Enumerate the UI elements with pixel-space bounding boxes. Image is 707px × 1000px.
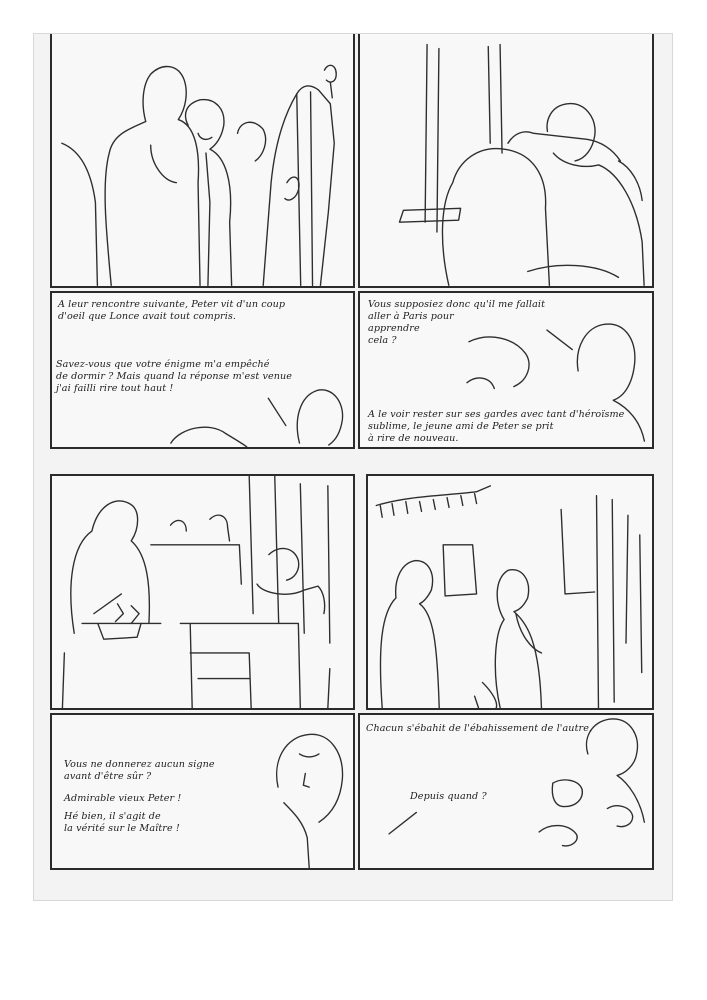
sketch-interior-table — [52, 476, 353, 708]
sketch-window-scene — [360, 34, 652, 286]
panel-8-text — [358, 713, 654, 870]
panel-7-drawing — [366, 474, 654, 710]
panel-1-drawing — [50, 34, 355, 288]
speech-text: Depuis quand ? — [410, 791, 487, 802]
sketch-balcony-figures — [368, 476, 652, 708]
comic-page — [34, 34, 672, 900]
panel-2-text — [50, 291, 355, 449]
speech-text-reveal: Hé bien, il s'agit de la vérité sur le Maître ! — [64, 811, 180, 834]
panel-6-text — [50, 713, 355, 870]
narration-caption: A le voir rester sur ses gardes avec tant d'héroïsme sublime, le jeune ami de Peter se prit à rire de nouveau. — [368, 409, 625, 444]
narration-caption: Chacun s'ébahit de l'ébahissement de l'autre. — [366, 723, 593, 734]
panel-4-text — [358, 291, 654, 449]
sketch-surprised-figures — [360, 715, 652, 868]
sketch-figures-doorway — [52, 34, 353, 286]
speech-text-question: Vous ne donnerez aucun signe avant d'être sûr ? — [64, 759, 215, 782]
speech-text: Vous supposiez donc qu'il me fallait aller à Paris pour apprendre cela ? — [368, 299, 546, 346]
speech-text-exclamation: Admirable vieux Peter ! — [64, 793, 182, 804]
narration-caption: A leur rencontre suivante, Peter vit d'un coup d'oeil que Lonce avait tout compris. — [58, 299, 286, 322]
sketch-listener-face — [52, 715, 353, 868]
panel-5-drawing — [50, 474, 355, 710]
speech-text: Savez-vous que votre énigme m'a empêché de dormir ? Mais quand la réponse m'est venue j'ai failli rire tout haut ! — [56, 359, 293, 394]
panel-3-drawing — [358, 34, 654, 288]
